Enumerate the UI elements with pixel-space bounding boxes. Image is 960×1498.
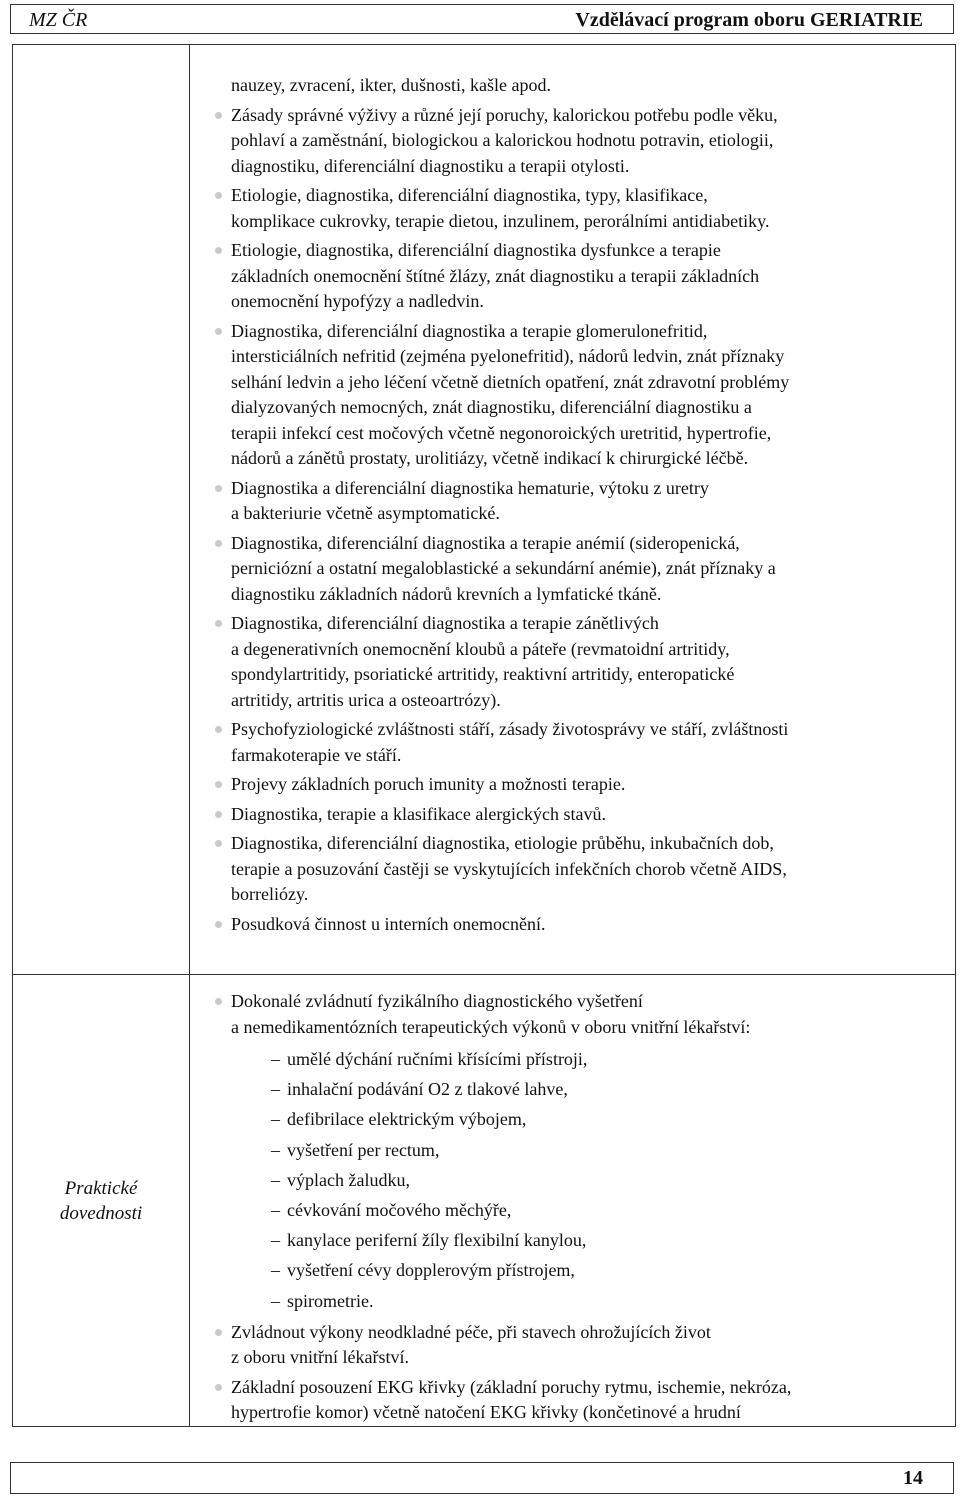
skill-sub-item: – výplach žaludku, xyxy=(271,1165,951,1195)
skill-sub-item: – vyšetření per rectum, xyxy=(271,1135,951,1165)
bullet-line: Posudková činnost u interních onemocnění. xyxy=(231,913,546,934)
skills-content xyxy=(191,989,951,1430)
knowledge-content xyxy=(191,73,951,941)
curriculum-table xyxy=(12,44,956,1427)
bullet-line: nádorů a zánětů prostaty, urolitiázy, včetně indikací k chirurgické léčbě. xyxy=(231,448,749,468)
knowledge-bullet xyxy=(191,238,951,315)
bullet-line: dialyzovaných nemocných, znát diagnostiku, diferenciální diagnostiku a xyxy=(231,397,752,417)
bullet-line: Diagnostika, diferenciální diagnostika, etiologie průběhu, inkubačních dob, xyxy=(231,833,774,853)
bullet-line: a bakteriurie včetně asymptomatické. xyxy=(231,503,500,523)
bullet-line: Etiologie, diagnostika, diferenciální diagnostika dysfunkce a terapie xyxy=(231,240,721,260)
bullet-line: onemocnění hypofýzy a nadledvin. xyxy=(231,291,484,311)
bullet-line: borreliózy. xyxy=(231,884,309,904)
bullet-line: Diagnostika, diferenciální diagnostika a terapie anémií (sideropenická, xyxy=(231,532,740,553)
bullet-line: diagnostiku základních nádorů krevních a lymfatické tkáně. xyxy=(231,583,662,604)
knowledge-bullet xyxy=(191,802,951,828)
page-header xyxy=(10,4,954,34)
bullet-line: diagnostiku, diferenciální diagnostiku a terapii otylosti. xyxy=(231,155,630,176)
page-number: 14 xyxy=(903,1467,923,1489)
skill-sub-item: – umělé dýchání ručními křísícími přístroji, xyxy=(271,1044,951,1074)
skill-sub-item: – defibrilace elektrickým výbojem, xyxy=(271,1104,951,1134)
column-divider xyxy=(189,45,190,1426)
bullet-line: farmakoterapie ve stáří. xyxy=(231,744,402,765)
bullet-line: pohlaví a zaměstnání, biologickou a kalorickou hodnotu potravin, etiologii, xyxy=(231,130,774,150)
knowledge-bullet xyxy=(191,611,951,713)
skills-bullet-1: Dokonalé zvládnutí fyzikálního diagnostického vyšetření a nemedikamentózních terapeutických výkonů v oboru vnitřní lékařství: – umělé dýchání ručními křísícími přístroji, – inhalační podávání O2 z tlakové lahve, – defibrilace elektrickým výbojem, – vyšetření per rectum, – výplach žaludku, – cévkování močového měchýře, – kanylace periferní žíly flexibilní kanylou, – vyšetření cévy dopplerovým přístrojem, – spirometrie. xyxy=(191,989,951,1316)
skill-sub-item: – spirometrie. xyxy=(271,1286,951,1316)
knowledge-bullet xyxy=(191,531,951,608)
bullet-line: Projevy základních poruch imunity a možnosti terapie. xyxy=(231,774,626,794)
skill-sub-item: – cévkování močového měchýře, xyxy=(271,1195,951,1225)
bullet-line: perniciózní a ostatní megaloblastické a sekundární anémie), znát příznaky a xyxy=(231,558,776,578)
bullet-line: Psychofyziologické zvláštnosti stáří, zásady životosprávy ve stáří, zvláštnosti xyxy=(231,719,789,739)
bullet-line: intersticiálních nefritid (zejména pyelonefritid), nádorů ledvin, znát příznaky xyxy=(231,346,785,366)
row-label-practical-skills xyxy=(13,975,189,1426)
knowledge-bullet xyxy=(191,103,951,180)
label-line-1: Praktické xyxy=(64,1177,138,1199)
knowledge-bullet xyxy=(191,476,951,527)
skills-bullet-2: Zvládnout výkony neodkladné péče, při stavech ohrožujících život z oboru vnitřní lékařství. xyxy=(191,1320,951,1371)
bullet-line: základních onemocnění štítné žlázy, znát diagnostiku a terapii základních xyxy=(231,265,760,286)
bullet-line: Diagnostika, diferenciální diagnostika a terapie zánětlivých xyxy=(231,613,659,633)
continuation-line: nauzey, zvracení, ikter, dušnosti, kašle apod. xyxy=(231,75,552,95)
header-program-title: Vzdělávací program oboru GERIATRIE xyxy=(575,9,923,31)
bullet-line: terapie a posuzování častěji se vyskytujících infekčních chorob včetně AIDS, xyxy=(231,858,787,879)
knowledge-bullet xyxy=(191,183,951,234)
bullet-line: spondylartritidy, psoriatické artritidy, reaktivní artritidy, enteropatické xyxy=(231,664,735,684)
bullet-line: komplikace cukrovky, terapie dietou, inzulinem, perorálními antidiabetiky. xyxy=(231,210,770,231)
skills-sub-list xyxy=(231,1044,951,1316)
label-line-2: dovednosti xyxy=(59,1202,143,1224)
bullet-line: Zásady správné výživy a různé její poruchy, kalorickou potřebu podle věku, xyxy=(231,104,778,125)
skill-sub-item: – vyšetření cévy dopplerovým přístrojem, xyxy=(271,1255,951,1285)
knowledge-bullet xyxy=(191,772,951,798)
bullet-line: Diagnostika, terapie a klasifikace alergických stavů. xyxy=(231,803,607,824)
knowledge-bullet xyxy=(191,319,951,472)
bullet-line: Diagnostika, diferenciální diagnostika a terapie glomerulonefritid, xyxy=(231,320,708,341)
skills-bullet-3: Základní posouzení EKG křivky (základní poruchy rytmu, ischemie, nekróza, hypertrofie komor) včetně natočení EKG křivky (končetinové a hrudní xyxy=(191,1375,951,1426)
bullet-line: artritidy, artritis urica a osteoartrózy). xyxy=(231,689,501,710)
bullet-line: a degenerativních onemocnění kloubů a páteře (revmatoidní artritidy, xyxy=(231,638,730,659)
skill-sub-item: – kanylace periferní žíly flexibilní kanylou, xyxy=(271,1225,951,1255)
bullet-line: selhání ledvin a jeho léčení včetně dietních opatření, znát zdravotní problémy xyxy=(231,371,790,392)
knowledge-bullet xyxy=(191,831,951,908)
skill-sub-item: – inhalační podávání O2 z tlakové lahve, xyxy=(271,1074,951,1104)
header-ministry: MZ ČR xyxy=(29,9,88,31)
knowledge-bullet xyxy=(191,912,951,938)
knowledge-bullet xyxy=(191,717,951,768)
bullet-line: terapii infekcí cest močových včetně negonoroických uretritid, hypertrofie, xyxy=(231,422,772,443)
bullet-line: Etiologie, diagnostika, diferenciální diagnostika, typy, klasifikace, xyxy=(231,185,708,205)
knowledge-bullet-list xyxy=(191,103,951,938)
bullet-line: Diagnostika a diferenciální diagnostika hematurie, výtoku z uretry xyxy=(231,477,709,498)
page-footer xyxy=(10,1462,954,1494)
